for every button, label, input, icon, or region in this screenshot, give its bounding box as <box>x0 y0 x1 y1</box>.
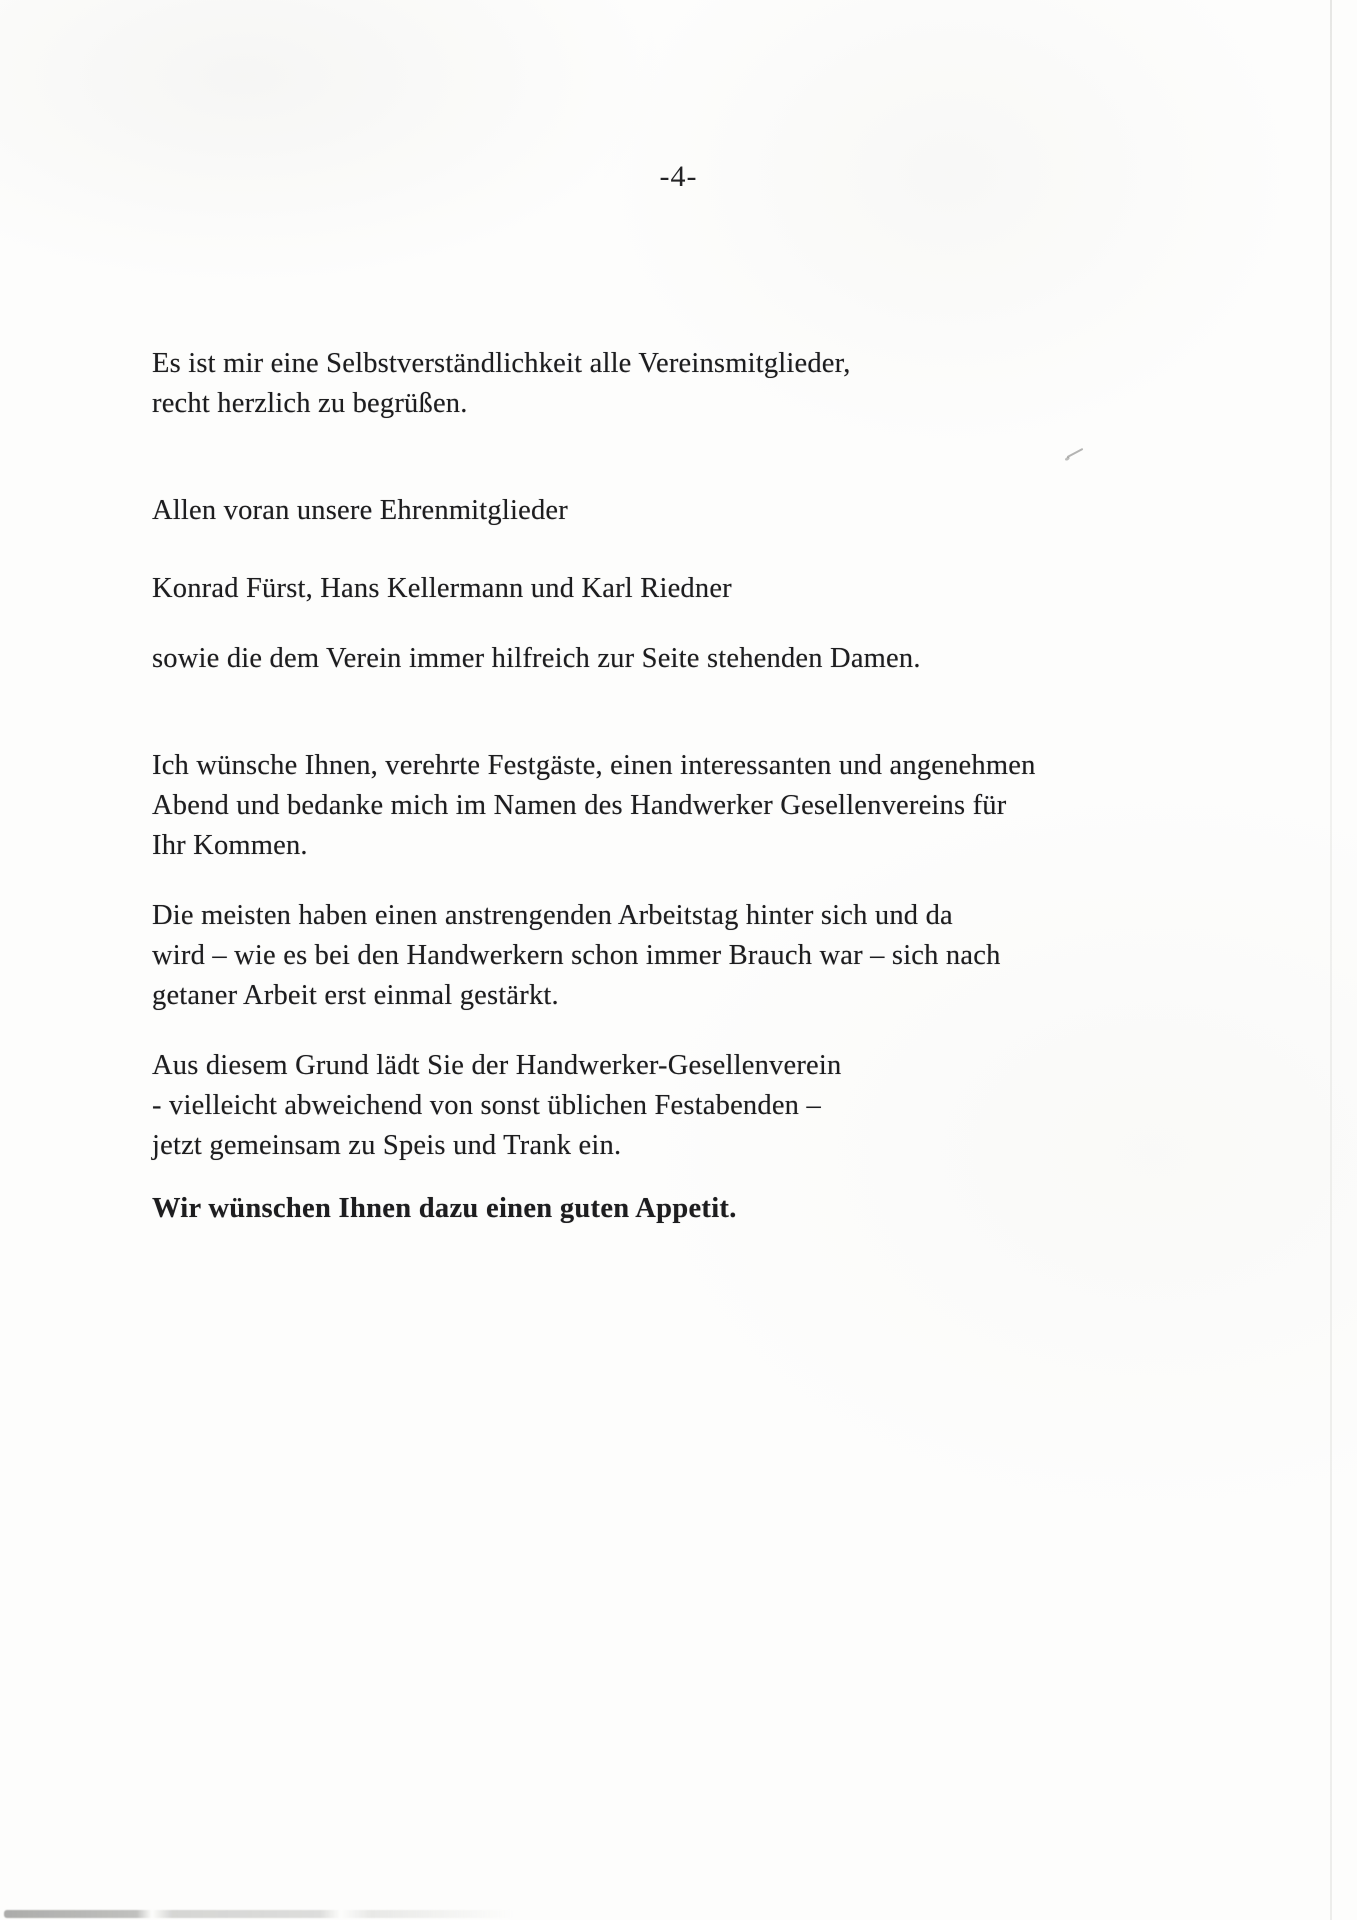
text-line: Konrad Fürst, Hans Kellermann und Karl Riedner <box>152 573 732 604</box>
scan-edge-artifact <box>1330 0 1332 1920</box>
paragraph <box>152 569 1182 609</box>
text-line: recht herzlich zu begrüßen. <box>152 388 468 419</box>
text-line: Ich wünsche Ihnen, verehrte Festgäste, einen interessanten und angenehmen <box>152 750 1036 781</box>
paragraph <box>152 1046 1182 1166</box>
text-line: Es ist mir eine Selbstverständlichkeit alle Vereinsmitglieder, <box>152 348 851 379</box>
text-line: Die meisten haben einen anstrengenden Arbeitstag hinter sich und da <box>152 900 953 931</box>
text-line: wird – wie es bei den Handwerkern schon immer Brauch war – sich nach <box>152 940 1001 971</box>
text-line: Ihr Kommen. <box>152 830 308 861</box>
text-line: Allen voran unsere Ehrenmitglieder <box>152 495 568 526</box>
paragraph <box>152 639 1182 679</box>
paragraph <box>152 1189 1182 1229</box>
paragraph <box>152 344 1182 424</box>
document-body-text <box>152 344 1182 1229</box>
text-line: jetzt gemeinsam zu Speis und Trank ein. <box>152 1130 622 1161</box>
paragraph <box>152 491 1182 531</box>
text-line: Aus diesem Grund lädt Sie der Handwerker-Gesellenverein <box>152 1050 842 1081</box>
text-line: Wir wünschen Ihnen dazu einen guten Appetit. <box>152 1193 737 1224</box>
text-line: getaner Arbeit erst einmal gestärkt. <box>152 980 559 1011</box>
paragraph <box>152 896 1182 1016</box>
bottom-smudge-artifact <box>4 1910 514 1918</box>
paragraph <box>152 746 1182 866</box>
text-line: sowie die dem Verein immer hilfreich zur Seite stehenden Damen. <box>152 643 921 674</box>
page-number: -4- <box>659 160 698 193</box>
text-line: - vielleicht abweichend von sonst üblichen Festabenden – <box>152 1090 821 1121</box>
text-line: Abend und bedanke mich im Namen des Handwerker Gesellenvereins für <box>152 790 1007 821</box>
